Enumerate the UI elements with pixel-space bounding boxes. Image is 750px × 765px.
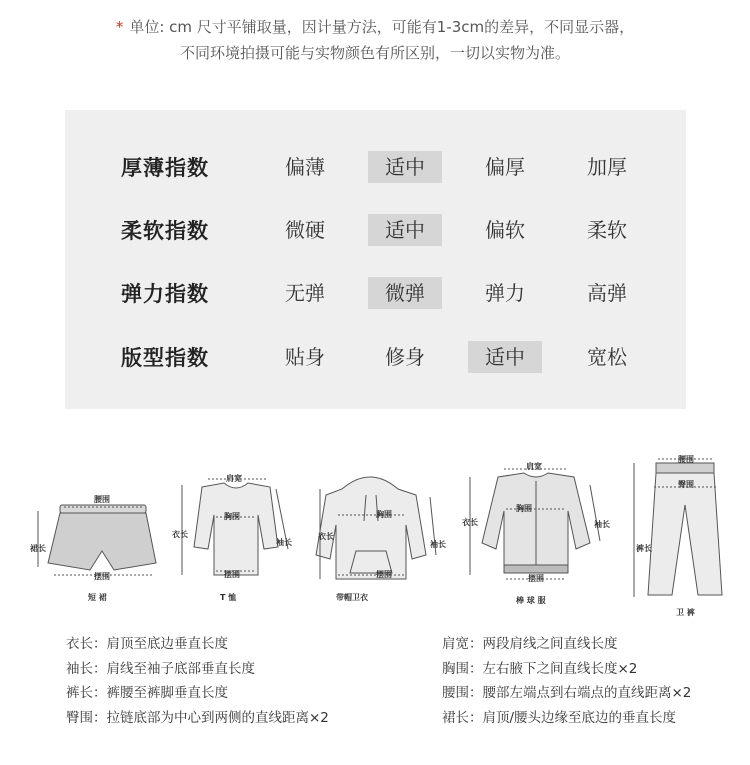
index-option-selected: 适中	[468, 341, 542, 373]
shorts-name: 短 裙	[88, 593, 107, 602]
shorts-hem-label: 摆围	[94, 572, 110, 581]
index-title: 弹力指数	[121, 282, 209, 306]
definition-pants-length: 裤长：裤腰至裤脚垂直长度	[66, 685, 228, 701]
garment-diagram-svg	[30, 455, 730, 620]
asterisk-mark: *	[115, 18, 124, 36]
hoodie-chest-label: 胸围	[376, 510, 392, 519]
measurement-definitions-right	[442, 632, 691, 730]
index-option: 微硬	[285, 218, 325, 242]
measurement-definitions-left	[66, 632, 329, 730]
hoodie-hem-label: 摆围	[376, 570, 392, 579]
shorts-length-label: 裙长	[30, 544, 46, 553]
definition-chest: 胸围：左右腋下之间直线长度×2	[442, 660, 638, 677]
index-option-selected: 适中	[368, 214, 442, 246]
index-title: 柔软指数	[121, 219, 209, 243]
note-line-2: 不同环境拍摄可能与实物颜色有所区别，一切以实物为准。	[179, 44, 570, 62]
index-option: 偏厚	[485, 155, 525, 179]
index-option: 加厚	[587, 155, 627, 179]
baseball-jacket-diagram	[470, 469, 600, 579]
baseball-body-label: 衣长	[462, 518, 478, 527]
index-title: 厚薄指数	[121, 156, 209, 180]
tshirt-body-label: 衣长	[172, 530, 188, 539]
note-line-1: * 单位: cm 尺寸平铺取量，因计量方法，可能有1-3cm的差异，不同显示器，	[115, 18, 635, 36]
fabric-index-panel	[65, 110, 686, 409]
index-option: 修身	[385, 345, 425, 369]
index-option: 高弹	[587, 281, 627, 305]
tshirt-shoulder-label: 肩宽	[226, 474, 242, 483]
index-option: 无弹	[285, 281, 325, 305]
baseball-chest-label: 胸围	[516, 504, 532, 513]
index-option: 弹力	[485, 281, 525, 305]
baseball-sleeve-label: 袖长	[594, 520, 610, 529]
tshirt-name: T 恤	[220, 593, 237, 602]
tshirt-hem-label: 摆围	[224, 570, 240, 579]
definition-shoulder: 肩宽：两段肩线之间直线长度	[442, 636, 618, 652]
hoodie-body-label: 衣长	[318, 532, 334, 541]
index-option: 宽松	[587, 345, 627, 369]
baseball-name: 棒 球 服	[516, 596, 546, 605]
shorts-waist-label: 腰围	[94, 495, 110, 504]
index-option: 柔软	[587, 218, 627, 242]
index-row-softness	[65, 209, 686, 249]
pants-name: 卫 裤	[676, 608, 695, 617]
pants-length-label: 裤长	[636, 544, 652, 553]
definition-sleeve-length: 袖长：肩线至袖子底部垂直长度	[66, 660, 255, 677]
baseball-shoulder-label: 肩宽	[526, 462, 542, 471]
definition-skirt-length: 裙长：肩顶/腰头边缘至底边的垂直长度	[442, 709, 677, 726]
tshirt-chest-label: 胸围	[224, 512, 240, 521]
measurement-note	[0, 14, 750, 66]
index-title: 版型指数	[121, 346, 209, 370]
index-row-fit	[65, 336, 686, 376]
hoodie-diagram	[316, 477, 436, 579]
garment-diagrams	[30, 455, 730, 620]
tshirt-sleeve-label: 袖长	[276, 538, 292, 547]
shorts-diagram	[38, 505, 156, 575]
index-option: 偏薄	[285, 155, 325, 179]
baseball-hem-label: 摆围	[528, 574, 544, 583]
index-option: 偏软	[485, 218, 525, 242]
index-option-selected: 适中	[368, 151, 442, 183]
index-row-elasticity	[65, 272, 686, 312]
hoodie-name: 带帽卫衣	[336, 593, 368, 602]
index-row-thickness	[65, 146, 686, 186]
hoodie-sleeve-label: 袖长	[430, 540, 446, 549]
definition-waist: 腰围：腰部左端点到右端点的直线距离×2	[442, 685, 692, 701]
index-option: 贴身	[285, 345, 325, 369]
index-option-selected: 微弹	[368, 277, 442, 309]
pants-waist-label: 腰围	[678, 455, 694, 464]
definition-body-length: 衣长：肩顶至底边垂直长度	[66, 636, 228, 652]
pants-hip-label: 臀围	[678, 480, 694, 489]
tshirt-diagram	[182, 479, 288, 575]
definition-hip: 臀围：拉链底部为中心到两侧的直线距离×2	[66, 709, 329, 726]
